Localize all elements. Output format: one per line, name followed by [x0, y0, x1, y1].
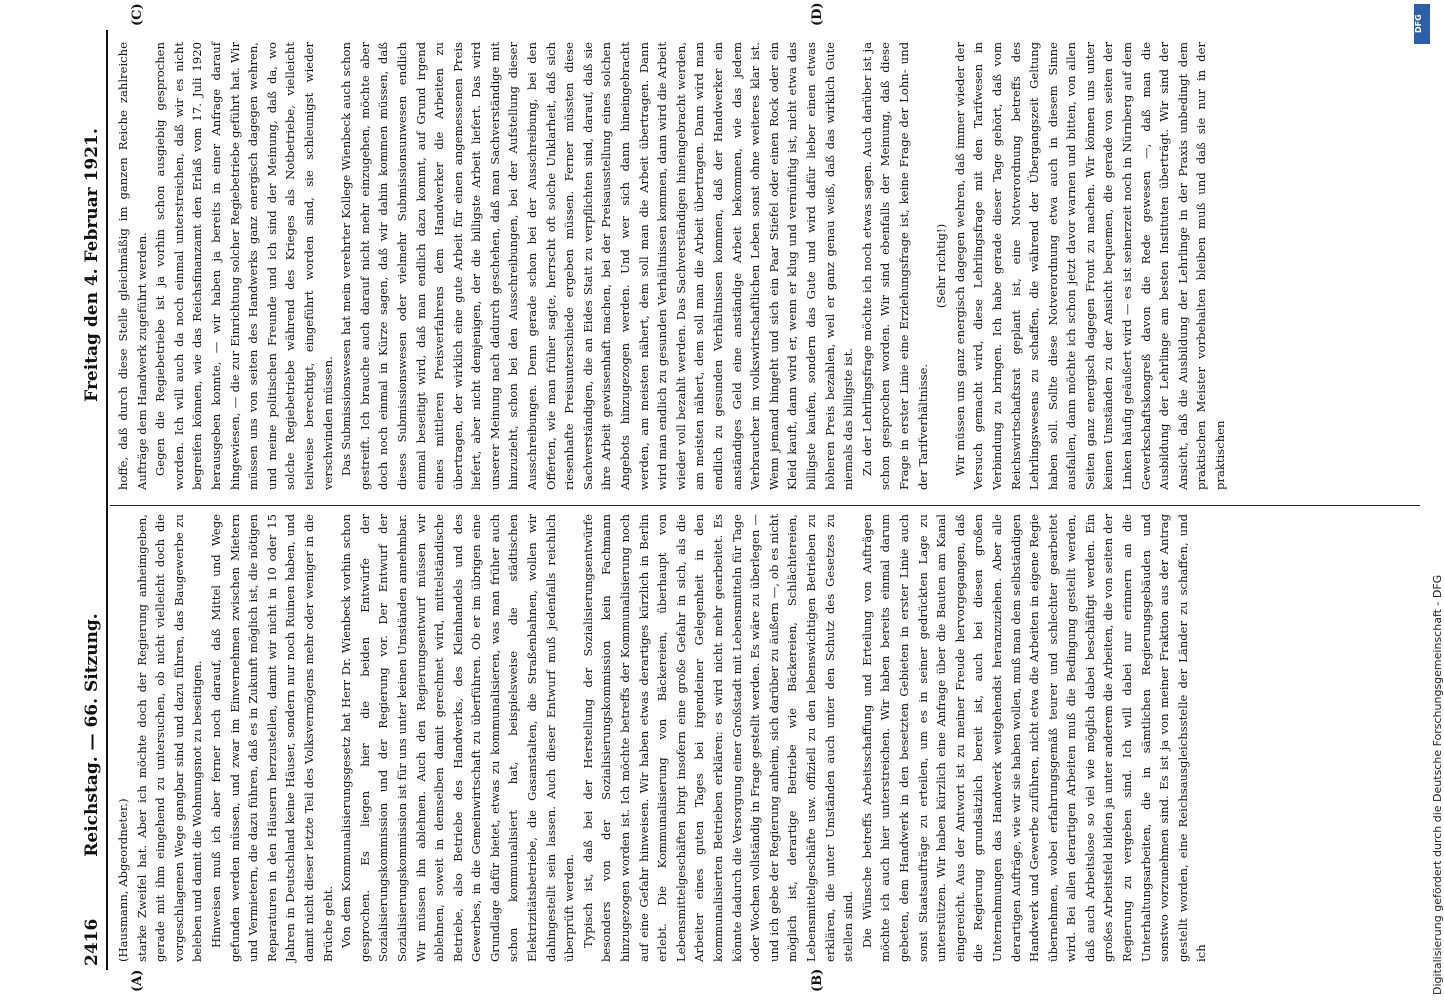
right-running-title: Freitag den 4. Februar 1921.	[82, 128, 102, 402]
column-divider	[110, 505, 1420, 506]
marker-d: (D)	[810, 2, 825, 26]
dfg-logo: DFG	[1414, 4, 1430, 44]
paragraph: Gegen die Regiebetriebe ist ja vorhin schon ausgiebig gesprochen worden. Ich will auch da noch einmal unterstreichen, daß wir es nicht begreifen können, wie das Reichsfinanzamt den Erlaß vom 17. Juli 1920 herausgeben konnte, — wir haben ja bereits in einer Anfrage darauf hingewiesen, — die zur Einrichtung solcher Regiebetriebe geführt hat. Wir müssen uns von seiten des Handwerks ganz energisch dagegen wehren, und meine politischen Freunde und ich sind der Meinung, daß da, wo solche Regiebetriebe während des Krieges als Notbetriebe, vielleicht teilweise berechtigt, eingeführt worden sind, sie schleunigst wieder verschwinden müssen.	[153, 42, 335, 490]
paragraph: hoffe, daß durch diese Stelle gleichmäßig im ganzen Reiche zahlreiche Aufträge dem Handwerk zugeführt werden.	[116, 42, 149, 490]
paragraph: Von dem Kommunalisierungsgesetz hat Herr Dr. Wienbeck vorhin schon gesprochen. Es liegen hier die beiden Entwürfe der Sozialisierungskommission und der Regierung vor. Der Entwurf der Sozialisierungskommission ist für uns unter keinen Umständen annehmbar. Wir müssen ihn ablehnen. Auch den Regierungsentwurf müssen wir ablehnen, soweit in demselben damit gerechnet wird, mittelständische Betriebe, also Betriebe des Handwerks, des Kleinhandels und des Gewerbes, in die Gemeinwirtschaft zu überführen. Ob er im übrigen eine Grundlage dafür bietet, etwas zu kommunalisieren, was man früher auch schon kommunalisiert hat, beispielsweise die städtischen Elektrizitätsbetriebe, die Gasanstalten, die Straßenbahnen, wollen wir dahingestellt sein lassen. Auch dieser Entwurf muß jedenfalls reichlich überprüft werden.	[339, 514, 577, 962]
left-column	[114, 514, 1420, 962]
paragraph: Typisch ist, daß bei der Herstellung der Sozialisierungsentwürfe besonders von der Sozialisierungskommission kein Fachmann hinzugezogen worden ist. Ich möchte betreffs der Kommunalisierung noch auf eine Gefahr hinweisen. Wir haben etwas derartiges kürzlich in Berlin erlebt. Die Kommunalisierung von Bäckereien, überhaupt von Lebensmittelgeschäften birgt insofern eine große Gefahr in sich, als die Arbeiter eines guten Tages bei irgendeiner Gelegenheit in den kommunalisierten Betrieben erklären: es wird nicht mehr gearbeitet. Es könnte dadurch die Versorgung einer Großstadt mit Lebensmitteln für Tage oder Wochen vollständig in Frage gestellt werden. Es wäre zu überlegen — und ich gebe der Regierung anheim, sich darüber zu äußern —, ob es nicht möglich ist, derartige Betriebe wie Bäckereien, Schlächtereien, Lebensmittelgeschäfte usw. offiziell zu den lebenswichtigen Betrieben zu erklären, die unter Umständen auch unter den Schutz des Gesetzes zu stellen sind.	[580, 514, 856, 962]
digitization-credit: Digitalisierung gefördert durch die Deutsche Forschungsgemeinschaft - DFG	[1431, 574, 1444, 995]
marker-c: (C)	[130, 3, 145, 26]
paragraph: Zu der Lehrlingsfrage möchte ich noch etwas sagen. Auch darüber ist ja schon gesprochen worden. Wir sind ebenfalls der Meinung, daß diese Frage in erster Linie eine Erziehungsfrage ist, keine Frage der Lohn- und der Tarifverhältnisse.	[859, 42, 930, 490]
marker-b: (B)	[810, 968, 825, 992]
speaker-note: (Hausmann, Abgeordneter.)	[116, 798, 130, 962]
paragraph: Die Wünsche betreffs Arbeitsschaffung und Erteilung von Aufträgen möchte ich auch hier unterstreichen. Wir haben bereits einmal darum gebeten, dem Handwerk in den besetzten Gebieten in erster Linie auch sonst Staatsaufträge zu erteilen, um es in seiner gedrückten Lage zu unterstützen. Wir haben kürzlich eine Anfrage über die Bauten am Kanal eingereicht. Aus der Antwort ist zu meiner Freude hervorgegangen, daß die Regierung grundsätzlich bereit ist, auch bei diesen großen Unternehmungen das Handwerk weitgehendst heranzuziehen. Aber alle derartigen Aufträge, wie wir sie haben wollen, muß man dem selbständigen Handwerk und Gewerbe zuführen, nicht etwa die Arbeiten in eigene Regie übernehmen, wobei erfahrungsgemäß teurer und schlechter gearbeitet wird. Bei allen derartigen Arbeiten muß die Bedingung gestellt werden, daß auch Arbeitslose so viel wie möglich dabei beschäftigt werden. Ein großes Arbeitsfeld bilden ja unter anderem die Arbeiten, die von seiten der Regierung zu vergeben sind. Ich will dabei nur erinnern an die Unterhaltungsarbeiten, die in sämtlichen Regierungsgebäuden und sonstwo vorzunehmen sind. Es ist ja von meiner Fraktion aus der Antrag gestellt worden, eine Reichsausgleichsstelle der Länder zu schaffen, und ich	[859, 514, 1209, 962]
paragraph: starke Zweifel hat. Aber ich möchte doch der Regierung anheimgeben, gerade mit ihm eingehend zu untersuchen, ob nicht vielleicht doch die vorgeschlagenen Wege gangbar sind und dazu führen, das Baugewerbe zu beleben und damit die Wohnungsnot zu beseitigen.	[134, 514, 205, 962]
right-column	[114, 42, 1420, 490]
paragraph: Hinweisen muß ich aber ferner noch darauf, daß Mittel und Wege gefunden werden müssen, und zwar im Einvernehmen zwischen Mietern und Vermietern, die dazu führen, daß es in Zukunft möglich ist, die nötigen Reparaturen in den Häusern herzustellen, damit wir nicht in 10 oder 15 Jahren in Deutschland keine Häuser, sondern nur noch Ruinen haben, und damit nicht dieser letzte Teil des Volksvermögens mehr oder weniger in die Brüche geht.	[208, 514, 335, 962]
paragraph: Wir müssen uns ganz energisch dagegen wehren, daß immer wieder der Versuch gemacht wird, diese Lehrlingsfrage mit den Tarifwesen in Verbindung zu bringen. Ich habe gerade dieser Tage gehört, daß vom Reichswirtschaftsrat geplant ist, eine Notverordnung betreffs des Lehrlingswesens zu schaffen, die während der Übergangszeit Geltung haben soll. Sollte diese Notverordnung etwa auch in diesem Sinne ausfallen, dann möchte ich schon jetzt davor warnen und bitten, von allen Seiten ganz energisch dagegen Front zu machen. Wir können uns unter keinen Umständen zu der Ansicht bequemen, die gerade von seiten der Linken häufig geäußert wird — es ist seinerzeit noch in Nürnberg auf dem Gewerkschaftskongreß davon die Rede gewesen —, daß man die Ausbildung der Lehrlinge am besten Instituten überträgt. Wir sind der Ansicht, daß die Ausbildung der Lehrlinge in der Praxis unbedingt dem praktischen Meister vorbehalten bleiben muß und daß sie nur in der praktischen	[952, 42, 1228, 490]
paragraph: Das Submissionswesen hat mein verehrter Kollege Wienbeck auch schon gestreift. Ich brauche auch darauf nicht mehr einzugehen, möchte aber doch noch einmal in Kürze sagen, daß wir dahin kommen müssen, daß dieses Submissionswesen oder vielmehr Submissionsunwesen endlich einmal beseitigt wird, daß man endlich dazu kommt, auf Grund irgend eines mittleren Preisverfahrens dem Handwerker die Arbeiten zu übertragen, der wirklich eine gute Arbeit für einen angemessenen Preis liefert, aber nicht demjenigen, der die billigste Arbeit liefert. Das wird unserer Meinung nach dadurch geschehen, daß man Sachverständige mit hinzuzieht, schon bei den Ausschreibungen, bei der Aufstellung dieser Ausschreibungen. Denn gerade schon bei der Ausschreibung, bei den Offerten, wie man früher sagte, herrscht oft solche Unklarheit, daß sich riesenhafte Preisunterschiede ergeben müssen. Ferner müssten diese Sachverständigen, die an Eides Statt zu verpflichten sind, darauf, daß sie ihre Arbeit gewissenhaft machen, bei der Preisausstellung eines solchen Angebots hinzugezogen werden. Und wer sich dann hineingebracht werden, am meisten nähert, dem soll man die Arbeit übertragen. Dann wird man endlich zu gesunden Verhältnissen kommen, dann wird die Arbeit wieder voll bezahlt werden. Das Sachverständigen hineingebracht werden, am meisten nähert, dem soll man die Arbeit übertragen. Dann wird man endlich zu gesunden Verhältnissen kommen, daß der Handwerker ein anständiges Geld eine anständige Arbeit bekommen, wie das jedem Verbraucher im volkswirtschaftlichen Leben sonst ohne weiteres klar ist. Wenn jemand hingeht und sich ein Paar Stiefel oder einen Rock oder ein Kleid kauft, dann wird er, wenn er klug und vernünftig ist, nicht etwa das billigste kaufen, sondern das Gute und wird dafür lieber einen etwas höheren Preis bezahlen, weil er ganz genau weiß, daß das wirklich Gute niemals das billigste ist.	[339, 42, 856, 490]
interjection: (Sehr richtig!)	[934, 223, 949, 309]
page-number: 2416	[82, 918, 102, 966]
left-running-title: Reichstag. — 66. Sitzung.	[82, 613, 102, 857]
marker-a: (A)	[130, 969, 145, 992]
page-header	[80, 30, 108, 970]
